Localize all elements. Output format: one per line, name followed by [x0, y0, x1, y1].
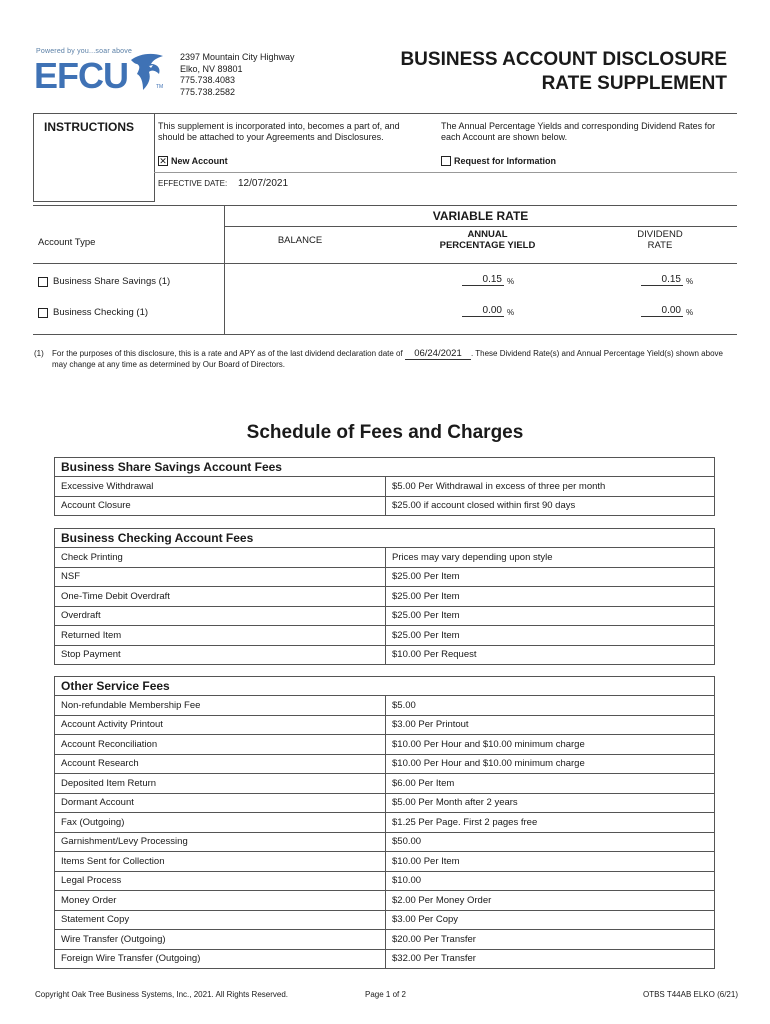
divider [33, 113, 34, 202]
fee-amount: $10.00 [386, 871, 715, 891]
percent-sign: % [507, 308, 515, 317]
fee-amount: $25.00 Per Item [386, 587, 715, 607]
fee-amount: $2.00 Per Money Order [386, 891, 715, 911]
table-row [55, 626, 715, 646]
credit-union-address [180, 52, 295, 98]
col-balance: BALANCE [277, 235, 323, 246]
apy-value[interactable]: 0.15 [462, 274, 504, 286]
table-row [55, 852, 715, 872]
dividend-value[interactable]: 0.15 [641, 274, 683, 286]
fee-name: Foreign Wire Transfer (Outgoing) [55, 949, 386, 969]
fee-name: Check Printing [55, 548, 386, 568]
business-checking-fees-table [54, 528, 715, 665]
fee-name: Non-refundable Membership Fee [55, 696, 386, 716]
instructions-text: This supplement is incorporated into, becomes a part of, and should be attached to your Agreements and Disclosures. [158, 121, 400, 142]
fee-name: Items Sent for Collection [55, 852, 386, 872]
divider [33, 201, 155, 202]
fee-name: Account Reconciliation [55, 735, 386, 755]
page-number: Page 1 of 2 [365, 990, 406, 999]
table-row [55, 891, 715, 911]
fee-name: Overdraft [55, 606, 386, 626]
account-checkbox[interactable] [38, 308, 48, 318]
fee-name: Stop Payment [55, 645, 386, 665]
table-row [55, 754, 715, 774]
fee-name: Dormant Account [55, 793, 386, 813]
rate-row [38, 307, 148, 318]
share-savings-fees-table [54, 457, 715, 516]
fee-name: One-Time Debit Overdraft [55, 587, 386, 607]
fee-name: Returned Item [55, 626, 386, 646]
table-row [55, 949, 715, 969]
fee-amount: $5.00 Per Withdrawal in excess of three per month [386, 477, 715, 497]
percent-sign: % [686, 308, 694, 317]
divider [224, 226, 737, 227]
table-row [55, 606, 715, 626]
schedule-title: Schedule of Fees and Charges [246, 422, 524, 443]
divider [154, 113, 155, 202]
apy-value[interactable]: 0.00 [462, 305, 504, 317]
copyright-notice: Copyright Oak Tree Business Systems, Inc., 2021. All Rights Reserved. [35, 990, 288, 999]
table-row [55, 910, 715, 930]
title-line-1: BUSINESS ACCOUNT DISCLOSURE [400, 49, 727, 70]
table-row [55, 567, 715, 587]
form-id: OTBS T44AB ELKO (6/21) [642, 990, 738, 999]
fee-amount: $25.00 Per Item [386, 606, 715, 626]
fee-amount: $1.25 Per Page. First 2 pages free [386, 813, 715, 833]
effective-date-value[interactable]: 12/07/2021 [238, 178, 289, 189]
fee-name: Account Research [55, 754, 386, 774]
new-account-checkbox[interactable]: ✕ [159, 156, 167, 166]
logo-text: EFCU [34, 55, 128, 96]
request-info-label: Request for Information [454, 156, 557, 166]
table-row [55, 774, 715, 794]
dividend-value[interactable]: 0.00 [641, 305, 683, 317]
fee-name: Fax (Outgoing) [55, 813, 386, 833]
fee-amount: $6.00 Per Item [386, 774, 715, 794]
fee-name: Wire Transfer (Outgoing) [55, 930, 386, 950]
section-heading: Business Checking Account Fees [55, 529, 715, 548]
instructions-label: INSTRUCTIONS [44, 120, 134, 134]
fee-amount: Prices may vary depending upon style [386, 548, 715, 568]
fee-name: Deposited Item Return [55, 774, 386, 794]
fee-amount: $25.00 Per Item [386, 626, 715, 646]
fee-amount: $25.00 if account closed within first 90 days [386, 496, 715, 516]
fee-amount: $3.00 Per Printout [386, 715, 715, 735]
request-info-option[interactable] [441, 156, 556, 166]
new-account-label: New Account [171, 156, 228, 166]
divider [224, 205, 225, 334]
declaration-date[interactable]: 06/24/2021 [405, 348, 471, 360]
fee-amount: $10.00 Per Hour and $10.00 minimum charge [386, 754, 715, 774]
fee-amount: $10.00 Per Hour and $10.00 minimum charge [386, 735, 715, 755]
fee-name: Legal Process [55, 871, 386, 891]
account-name: Business Checking (1) [53, 307, 149, 318]
fee-name: Excessive Withdrawal [55, 477, 386, 497]
divider [33, 263, 737, 264]
footnote-marker: (1) [34, 349, 44, 358]
logo-tagline: Powered by you...soar above [36, 48, 133, 55]
effective-date-label: EFFECTIVE DATE: [158, 179, 228, 188]
account-name: Business Share Savings (1) [53, 276, 171, 287]
variable-rate-heading: VARIABLE RATE [432, 209, 529, 223]
request-info-checkbox[interactable] [441, 156, 451, 166]
col-account-type: Account Type [38, 237, 96, 248]
col-dividend-rate: DIVIDEND RATE [637, 229, 683, 251]
table-row [55, 715, 715, 735]
efcu-logo: Powered by you...soar above EFCU TM [34, 48, 164, 96]
section-heading: Business Share Savings Account Fees [55, 458, 715, 477]
table-row [55, 735, 715, 755]
fee-amount: $10.00 Per Request [386, 645, 715, 665]
divider [33, 334, 737, 335]
phone-line: 775.738.4083 [180, 75, 236, 85]
table-row [55, 696, 715, 716]
fee-name: Account Activity Printout [55, 715, 386, 735]
fee-amount: $25.00 Per Item [386, 567, 715, 587]
table-row [55, 587, 715, 607]
title-line-2: RATE SUPPLEMENT [541, 73, 727, 94]
table-row [55, 813, 715, 833]
divider [33, 113, 737, 114]
fee-name: Account Closure [55, 496, 386, 516]
address-line: Elko, NV 89801 [180, 63, 243, 74]
table-row [55, 793, 715, 813]
footnote-text: For the purposes of this disclosure, this is a rate and APY as of the last dividend declaration date of 06/24/2021 . These Dividend Rate(s) and Annual Percentage Yield(s) shown above [52, 348, 723, 359]
account-checkbox[interactable] [38, 277, 48, 287]
table-row [55, 930, 715, 950]
col-apy: ANNUAL PERCENTAGE YIELD [439, 229, 536, 251]
divider [33, 205, 737, 206]
divider [154, 172, 737, 173]
document-title [400, 48, 727, 96]
table-row [55, 496, 715, 516]
fee-name: Garnishment/Levy Processing [55, 832, 386, 852]
table-row [55, 871, 715, 891]
fee-name: NSF [55, 567, 386, 587]
address-line: 2397 Mountain City Highway [180, 52, 295, 62]
other-service-fees-table [54, 676, 715, 969]
table-row [55, 548, 715, 568]
percent-sign: % [507, 277, 515, 286]
table-row [55, 832, 715, 852]
fee-amount: $50.00 [386, 832, 715, 852]
table-row [55, 645, 715, 665]
fee-amount: $10.00 Per Item [386, 852, 715, 872]
footnote-text-line2: may change at any time as determined by Our Board of Directors. [52, 360, 285, 369]
fee-amount: $3.00 Per Copy [386, 910, 715, 930]
fee-amount: $20.00 Per Transfer [386, 930, 715, 950]
phone-line: 775.738.2582 [180, 86, 236, 97]
fee-amount: $5.00 Per Month after 2 years [386, 793, 715, 813]
table-row [55, 477, 715, 497]
new-account-option[interactable] [158, 156, 228, 166]
percent-sign: % [686, 277, 694, 286]
fee-amount: $5.00 [386, 696, 715, 716]
rate-row [38, 276, 170, 287]
apy-note-text: The Annual Percentage Yields and corresponding Dividend Rates for each Account are shown below. [441, 121, 716, 142]
section-heading: Other Service Fees [55, 677, 715, 696]
fee-name: Money Order [55, 891, 386, 911]
fee-amount: $32.00 Per Transfer [386, 949, 715, 969]
fee-name: Statement Copy [55, 910, 386, 930]
